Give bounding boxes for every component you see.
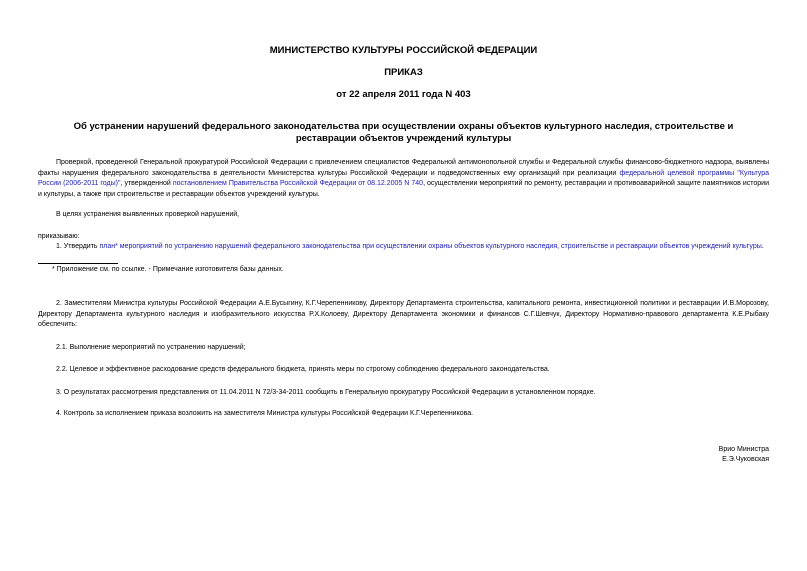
document-title: Об устранении нарушений федерального законодательства при осуществлении охраны объектов культурного наследия, строительстве и реставрации объектов учреждений культуры: [73, 121, 734, 144]
ministry-name: МИНИСТЕРСТВО КУЛЬТУРЫ РОССИЙСКОЙ ФЕДЕРАЦИИ: [269, 45, 538, 56]
purpose-paragraph: В целях устранения выявленных проверкой нарушений,: [56, 211, 240, 218]
intro-text-3: , осуществлении мероприятий по ремонту, реставрации и противоаварийной защите памятников истории и культуры, а также при строительстве и реставрации объектов учреждений культуры.: [38, 180, 770, 198]
federal-program-link[interactable]: федеральной целевой программы "Культура России (2006-2011 годы)": [38, 169, 769, 187]
item-2-1-paragraph: 2.1. Выполнение мероприятий по устранению нарушений;: [56, 343, 246, 351]
intro-paragraph: [38, 158, 769, 200]
intro-text-2: , утвержденной: [120, 180, 173, 187]
item-3-paragraph: 3. О результатах рассмотрения представления от 11.04.2011 N 72/3-34-2011 сообщить в Генеральную прокуратуру Российской Федерации в установленном порядке.: [56, 388, 596, 396]
order-word: приказываю:: [38, 232, 80, 240]
document-type: ПРИКАЗ: [384, 67, 423, 78]
footnote-divider: [38, 263, 118, 264]
intro-text-1: Проверкой, проведенной Генеральной прокуратурой Российской Федерации с привлечением специалистов Федеральной антимонопольной службы и Федеральной службы финансово-бюджетного надзора, выявлены факты нарушения федерального законодательства в деятельности Министерства культуры Российской Федерации и подведомственных ему организаций при реализации: [38, 159, 769, 177]
signatory-name: Е.Э.Чуковская: [722, 456, 769, 463]
document-date: от 22 апреля 2011 года N 403: [336, 89, 471, 100]
item-1-text-2: .: [761, 243, 764, 250]
action-plan-link[interactable]: план* мероприятий по устранению нарушений федерального законодательства при осуществлении охраны объектов культурного наследия, строительстве и реставрации объектов учреждений культуры: [99, 243, 762, 250]
item-4-paragraph: 4. Контроль за исполнением приказа возложить на заместителя Министра культуры Российской Федерации К.Г.Черепенникова.: [56, 410, 474, 417]
signatory-title: Врио Министра: [718, 445, 769, 453]
government-decree-link[interactable]: постановлением Правительства Российской Федерации от 08.12.2005 N 740: [172, 180, 424, 187]
item-1-text-1: 1. Утвердить: [56, 243, 100, 250]
item-2-paragraph: 2. Заместителям Министра культуры Российской Федерации А.Е.Бусыгину, К.Г.Черепенникову, Директору Департамента строительства, капитального ремонта, инвестиционной политики и реставрации И.В.Морозову, Директору Департамента культурного наследия и изобразительного искусства Р.Х.Колоеву, Директору Департамента экономики и финансов С.Г.Шевчук, Директору Нормативно-правового департамента К.Е.Рыбаку обеспечить:: [38, 300, 769, 328]
item-1-paragraph: [38, 242, 769, 253]
footnote: * Приложение см. по ссылке. - Примечание изготовителя базы данных.: [52, 265, 284, 273]
item-2-2-paragraph: 2.2. Целевое и эффективное расходование средств федерального бюджета, принять меры по строгому соблюдению федерального законодательства.: [56, 366, 550, 373]
